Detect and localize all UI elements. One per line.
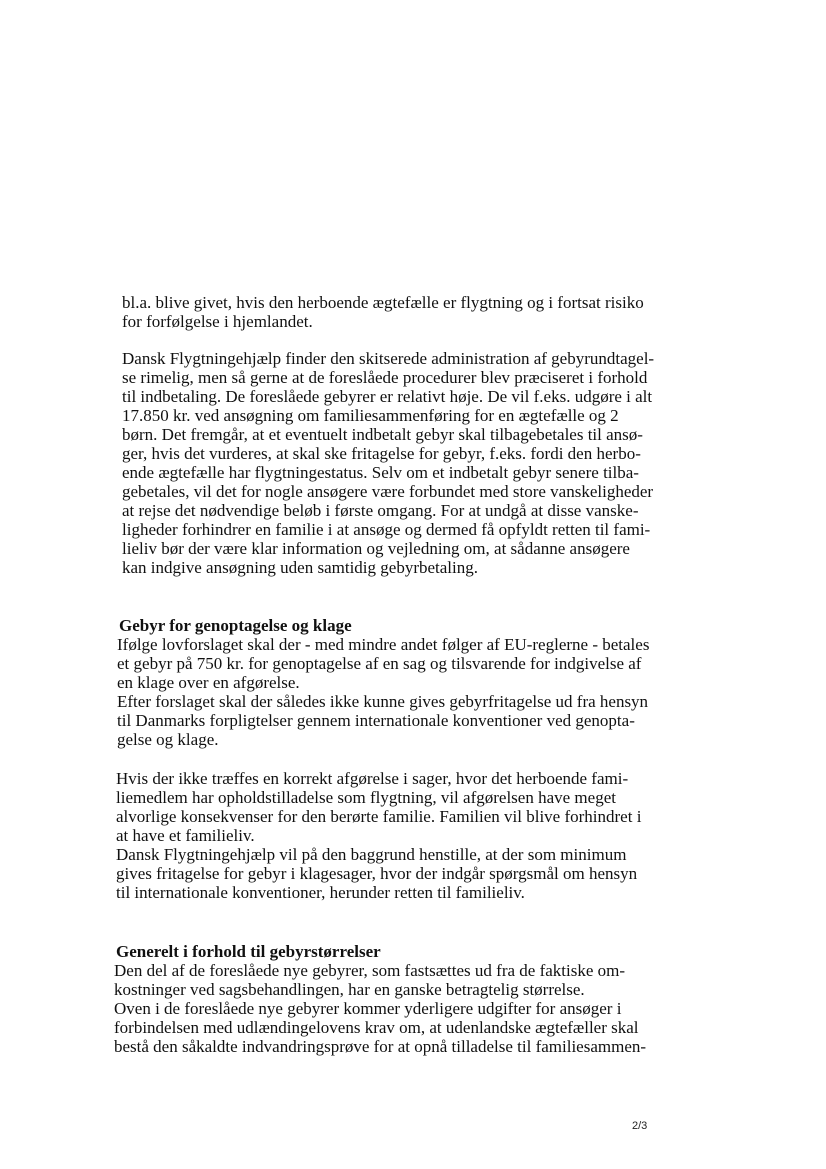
text-line: ligheder forhindrer en familie i at ansøge og dermed få opfyldt retten til fami- [122,520,651,539]
section-heading-fee-reopening-appeal: Gebyr for genoptagelse og klage [119,616,352,635]
text-line: til internationale konventioner, herunder retten til familieliv. [116,883,525,902]
text-line: at rejse det nødvendige beløb i første omgang. For at undgå at disse vanske- [122,501,639,520]
text-line: liemedlem har opholdstilladelse som flygtning, vil afgørelsen have meget [116,788,616,807]
text-line: kan indgive ansøgning uden samtidig gebyrbetaling. [122,558,478,577]
text-line: Ifølge lovforslaget skal der - med mindre andet følger af EU-reglerne - betales [117,635,650,654]
text-line: bl.a. blive givet, hvis den herboende ægtefælle er flygtning og i fortsat risiko [122,293,644,312]
text-line: ger, hvis det vurderes, at skal ske fritagelse for gebyr, f.eks. fordi den herbo- [122,444,641,463]
text-line: forbindelsen med udlændingelovens krav om, at udenlandske ægtefæller skal [114,1018,639,1037]
text-line: Dansk Flygtningehjælp vil på den baggrund henstille, at der som minimum [116,845,627,864]
text-line: kostninger ved sagsbehandlingen, har en ganske betragtelig størrelse. [114,980,585,999]
text-line: til Danmarks forpligtelser gennem internationale konventioner ved genopta- [117,711,635,730]
text-line: til indbetaling. De foreslåede gebyrer er relativt høje. De vil f.eks. udgøre i alt [122,387,653,406]
text-line: se rimelig, men så gerne at de foreslåede procedurer blev præciseret i forhold [122,368,648,387]
text-line: Oven i de foreslåede nye gebyrer kommer yderligere udgifter for ansøger i [114,999,622,1018]
text-line: Den del af de foreslåede nye gebyrer, som fastsættes ud fra de faktiske om- [114,961,626,980]
text-line: Dansk Flygtningehjælp finder den skitserede administration af gebyrundtagel- [122,349,655,368]
text-line: et gebyr på 750 kr. for genoptagelse af en sag og tilsvarende for indgivelse af [117,654,642,673]
text-line: alvorlige konsekvenser for den berørte familie. Familien vil blive forhindret i [116,807,642,826]
text-line: Efter forslaget skal der således ikke kunne gives gebyrfritagelse ud fra hensyn [117,692,649,711]
text-line: gelse og klage. [117,730,219,749]
text-line: børn. Det fremgår, at et eventuelt indbetalt gebyr skal tilbagebetales til ansø- [122,425,643,444]
text-line: lieliv bør der være klar information og vejledning om, at sådanne ansøgere [122,539,630,558]
text-line: Hvis der ikke træffes en korrekt afgørelse i sager, hvor det herboende fami- [116,769,629,788]
section-heading-fee-sizes: Generelt i forhold til gebyrstørrelser [116,942,381,961]
page-number: 2/3 [632,1120,648,1132]
text-line: at have et familieliv. [116,826,255,845]
text-line: ende ægtefælle har flygtningestatus. Selv om et indbetalt gebyr senere tilba- [122,463,639,482]
text-line: gebetales, vil det for nogle ansøgere være forbundet med store vanskeligheder [122,482,654,501]
text-line: gives fritagelse for gebyr i klagesager, hvor der indgår spørgsmål om hensyn [116,864,638,883]
text-line: bestå den såkaldte indvandringsprøve for at opnå tilladelse til familiesammen- [114,1037,647,1056]
text-line: en klage over en afgørelse. [117,673,300,692]
text-line: 17.850 kr. ved ansøgning om familiesammenføring for en ægtefælle og 2 [122,406,619,425]
text-line: for forfølgelse i hjemlandet. [122,312,313,331]
